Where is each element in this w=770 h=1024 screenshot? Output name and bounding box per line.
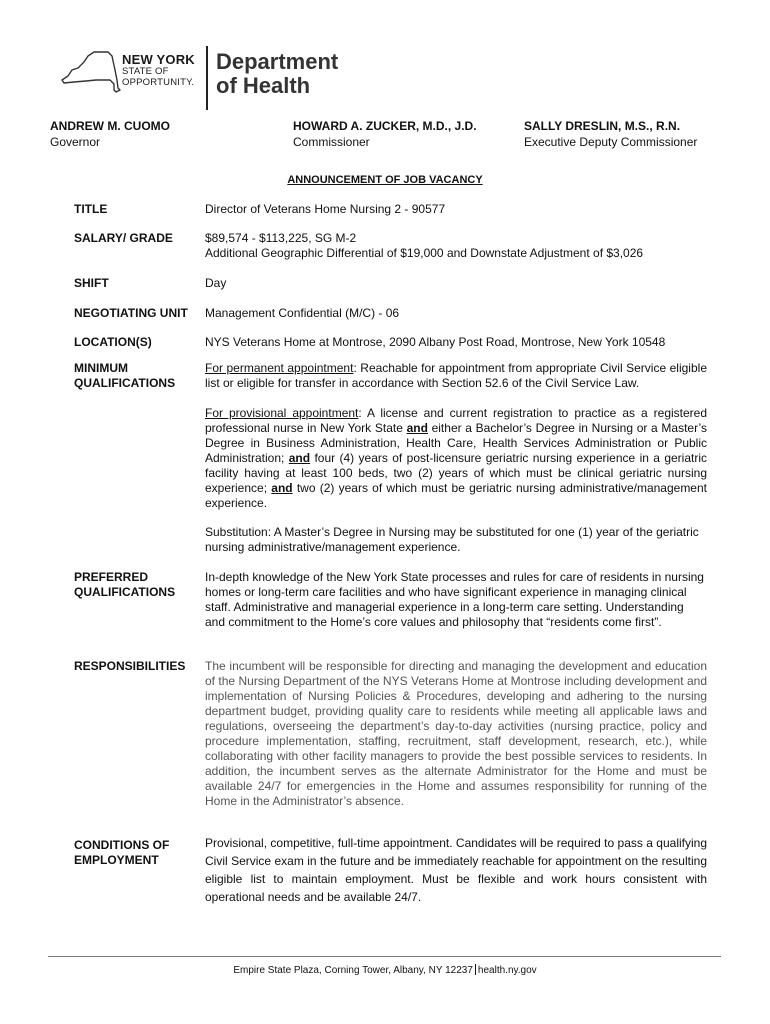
preferred-label-line1: PREFERRED <box>74 570 149 584</box>
footer-separator <box>475 964 476 975</box>
salary-label: SALARY/ GRADE <box>74 231 173 245</box>
official-name: SALLY DRESLIN, M.S., R.N. <box>524 119 681 133</box>
footer <box>0 964 770 976</box>
preferred-label-line2: QUALIFICATIONS <box>74 585 176 599</box>
title-value: Director of Veterans Home Nursing 2 - 90577 <box>205 202 446 216</box>
negotiating-unit-label: NEGOTIATING UNIT <box>74 306 188 320</box>
logo-divider <box>206 46 208 110</box>
provisional-text-a: : A license and current registration to practice as a registered professional nurse in New York State <box>205 406 708 435</box>
official-governor <box>50 118 170 150</box>
logo-state-of: STATE OF <box>122 66 169 77</box>
official-title: Executive Deputy Commissioner <box>524 135 698 149</box>
official-commissioner <box>293 118 477 150</box>
footer-divider <box>48 956 721 957</box>
conditions-label <box>74 838 169 868</box>
substitution-text: Substitution: A Master’s Degree in Nursing may be substituted for one (1) year of the geriatric nursing administrative/management experience. <box>205 525 699 554</box>
provisional-text-d: two (2) years of which must be geriatric nursing administrative/management experience. <box>205 481 707 510</box>
minimum-label-line2: QUALIFICATIONS <box>74 376 176 390</box>
and-emphasis: and <box>406 421 428 435</box>
official-name: ANDREW M. CUOMO <box>50 119 170 133</box>
permanent-appointment-text <box>205 361 707 391</box>
conditions-label-line2: EMPLOYMENT <box>74 853 159 867</box>
provisional-text-c: four (4) years of post-licensure geriatric nursing experience in a geriatric facility having at least 100 beds, two (2) years of which must be clinical geriatric nursing experience; <box>205 451 708 495</box>
title-label: TITLE <box>74 202 108 216</box>
announcement-title: ANNOUNCEMENT OF JOB VACANCY <box>287 174 483 186</box>
minimum-label-line1: MINIMUM <box>74 361 128 375</box>
location-label: LOCATION(S) <box>74 335 152 349</box>
provisional-appointment-text <box>205 406 707 511</box>
logo-dept-line2: of Health <box>216 73 311 98</box>
logo-opportunity: OPPORTUNITY. <box>122 77 195 88</box>
new-york-state-map-icon <box>60 50 122 102</box>
logo-dept-line1: Department <box>216 49 339 74</box>
location-value: NYS Veterans Home at Montrose, 2090 Albany Post Road, Montrose, New York 10548 <box>205 335 666 349</box>
nys-doh-logo <box>60 44 350 114</box>
official-title: Governor <box>50 135 101 149</box>
conditions-text: Provisional, competitive, full-time appointment. Candidates will be required to pass a qualifying Civil Service exam in the future and be immediately reachable for appointment on the resulting eligible list to maintain employment. Must be flexible and work hours consistent with operational needs and be available 24/7. <box>205 836 707 904</box>
minimum-qualifications-label <box>74 361 175 391</box>
shift-value: Day <box>205 276 227 290</box>
responsibilities-text: The incumbent will be responsible for directing and managing the development and education of the Nursing Department of the NYS Veterans Home at Montrose including development and implementation of Nursing Policies & Procedures, developing and adhering to the nursing department budget, providing quality care to residents while meeting all applicable laws and regulations, overseeing the department’s day-to-day activities (nursing practice, policy and procedure implementation, staffing, recruitment, staff development, research, etc.), while collaborating with other facility managers to provide the best possible services to residents. In addition, the incumbent serves as the alternate Administrator for the Home and must be available 24/7 for emergencies in the Home and assumes responsibility for running of the Home in the Administrator’s absence. <box>205 659 707 808</box>
official-name: HOWARD A. ZUCKER, M.D., J.D. <box>293 119 477 133</box>
salary-line1: $89,574 - $113,225, SG M-2 <box>205 231 357 245</box>
preferred-qualifications-label <box>74 570 175 600</box>
permanent-appointment-body: : Reachable for appointment from appropriate Civil Service eligible list or eligible for transfer in accordance with Section 52.6 of the Civil Service Law. <box>205 361 707 390</box>
and-emphasis: and <box>288 451 311 465</box>
official-deputy-commissioner <box>524 118 697 150</box>
permanent-appointment-heading: For permanent appointment <box>205 361 354 375</box>
responsibilities-label: RESPONSIBILITIES <box>74 659 186 673</box>
provisional-appointment-heading: For provisional appointment <box>205 406 359 420</box>
preferred-qualifications-text: In-depth knowledge of the New York State processes and rules for care of residents in nursing homes or long-term care facilities and who have significant experience in managing clinical staff. Administrative and managerial experience in a long-term care setting. Understanding and commitment to the Home’s core values and philosophy that “residents come first”. <box>205 570 704 629</box>
shift-label: SHIFT <box>74 276 109 290</box>
provisional-text-b: either a Bachelor’s Degree in Nursing or a Master’s Degree in Business Administration, Health Care, Health Services Administration or Public Administration; <box>205 421 707 465</box>
logo-department-of-health <box>216 50 338 98</box>
logo-new-york: NEW YORK <box>122 52 195 67</box>
footer-address: Empire State Plaza, Corning Tower, Albany, NY 12237 <box>233 965 473 976</box>
conditions-label-line1: CONDITIONS OF <box>74 838 170 852</box>
and-emphasis: and <box>271 481 293 495</box>
official-title: Commissioner <box>293 135 370 149</box>
negotiating-unit-value: Management Confidential (M/C) - 06 <box>205 306 400 320</box>
footer-website[interactable]: health.ny.gov <box>477 965 537 976</box>
salary-line2: Additional Geographic Differential of $19,000 and Downstate Adjustment of $3,026 <box>205 246 644 260</box>
salary-value <box>205 231 707 261</box>
